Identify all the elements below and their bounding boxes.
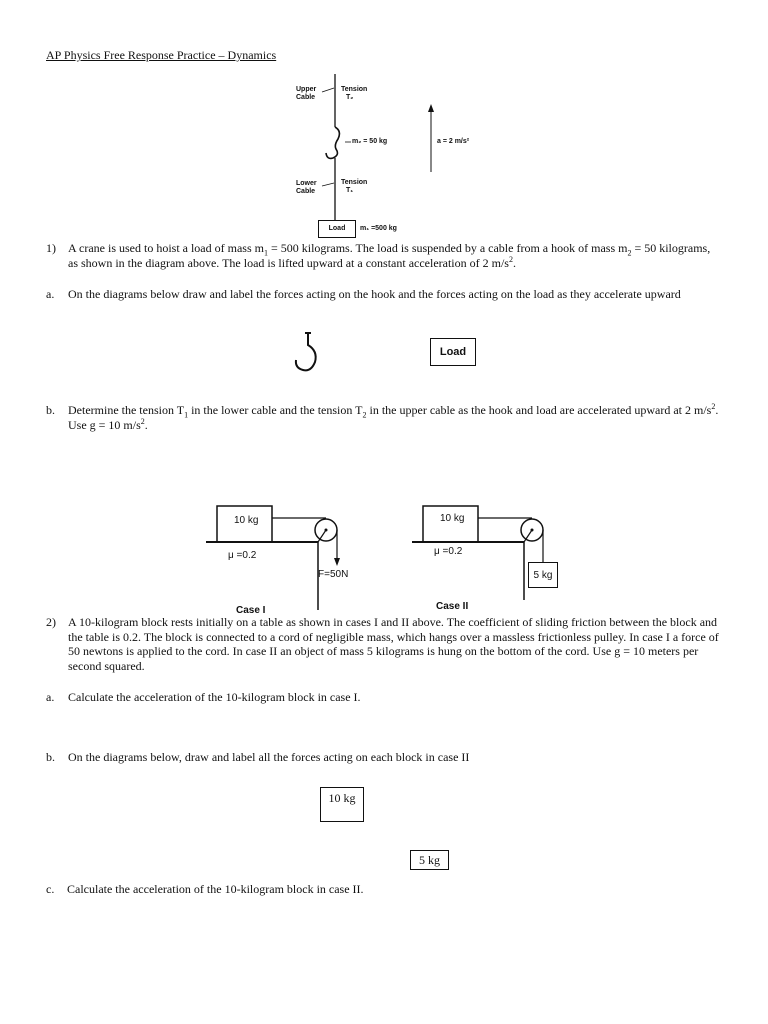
lower-tension-symbol: T₁ xyxy=(346,187,354,194)
lower-cable-label: Lower Cable xyxy=(296,180,317,195)
question-2c-text: Calculate the acceleration of the 10-kilogram block in case II. xyxy=(67,882,364,896)
case2-hanging-block-label: 5 kg xyxy=(533,569,553,581)
question-2a-text: Calculate the acceleration of the 10-kilogram block in case I. xyxy=(68,690,361,704)
block-5kg-freebody-label: 5 kg xyxy=(419,852,440,867)
lower-tension-label: Tension xyxy=(341,179,368,186)
case2-friction-label: μ =0.2 xyxy=(434,546,463,557)
hook-mass-label: m₂ = 50 kg xyxy=(352,138,388,145)
case1-force-label: F=50N xyxy=(318,569,349,580)
question-2-text: A 10-kilogram block rests initially on a table as shown in cases I and II above. The coefficient of sliding friction between the block and the table is 0.2. The block is connected to a cord of negligible mass, which hangs over a massless frictionless pulley. In case I a force of 50 newtons is applied to the cord. In case II an object of mass 5 kilograms is hung on the bottom of the cord. Use g = 10 meters per second squared. xyxy=(68,615,719,673)
question-2-number: 2) xyxy=(46,615,56,629)
question-1-number: 1) xyxy=(46,241,56,255)
question-1b-text: Determine the tension $T_1$ in the lower cable and the tension $T_2$ in the upper cable as the hook and load are accelerated upward at 2 $m/s^2$. Use g = 10 $m/s^2$. xyxy=(68,402,719,432)
case1-label: Case I xyxy=(236,605,266,616)
upper-tension-symbol: T₂ xyxy=(346,94,354,101)
question-1b-label: b. xyxy=(46,403,55,417)
question-2b-text: On the diagrams below, draw and label all the forces acting on each block in case II xyxy=(68,750,470,764)
question-2b-label: b. xyxy=(46,750,55,764)
acceleration-label: a = 2 m/s² xyxy=(437,138,470,145)
question-1-text: A crane is used to hoist a load of mass $m_1 = 500$ kilograms. The load is suspended by a cable from a hook of mass $m_2 = 50$ kilograms, as shown in the diagram above. The load is lifted upward at a constant acceleration of 2 $m/s^2$. xyxy=(68,241,711,270)
question-1a-label: a. xyxy=(46,287,55,301)
question-2a-label: a. xyxy=(46,690,55,704)
case2-label: Case II xyxy=(436,601,469,612)
block-5kg-freebody-box xyxy=(410,850,449,870)
case2-block-label: 10 kg xyxy=(440,513,465,524)
block-10kg-freebody-label: 10 kg xyxy=(328,791,356,805)
block-10kg-freebody-box xyxy=(320,787,364,822)
page-title: AP Physics Free Response Practice – Dynamics xyxy=(46,48,277,62)
load-freebody-label: Load xyxy=(439,346,467,358)
upper-tension-label: Tension xyxy=(341,86,368,93)
case1-friction-label: μ =0.2 xyxy=(228,550,257,561)
case2-hanging-block xyxy=(528,562,558,588)
load-mass-label: m₁ =500 kg xyxy=(360,225,397,232)
case1-block-label: 10 kg xyxy=(234,515,259,526)
load-block-label: Load xyxy=(328,225,346,232)
question-1a-text: On the diagrams below draw and label the forces acting on the hook and the forces acting on the load as they accelerate upward xyxy=(68,287,681,301)
question-2c-label: c. xyxy=(46,882,55,896)
upper-cable-label: Upper Cable xyxy=(296,86,317,101)
